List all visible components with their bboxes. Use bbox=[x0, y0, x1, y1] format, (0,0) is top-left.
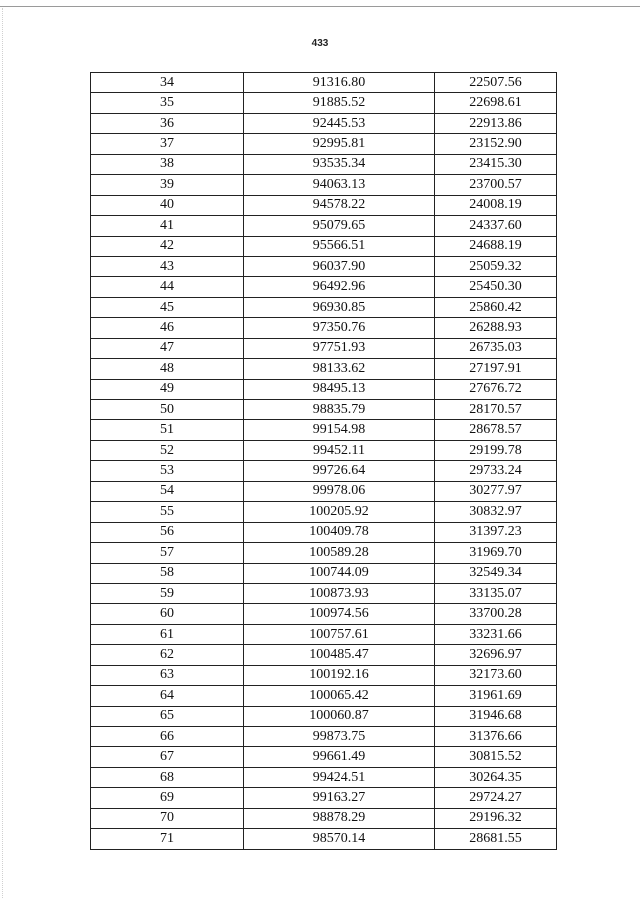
table-cell-value-b: 22507.56 bbox=[435, 73, 557, 93]
table-row bbox=[91, 420, 557, 440]
table-cell-index: 64 bbox=[91, 686, 244, 706]
table-cell-value-b: 31397.23 bbox=[435, 522, 557, 542]
table-cell-index: 65 bbox=[91, 706, 244, 726]
table-cell-index: 53 bbox=[91, 461, 244, 481]
table-cell-index: 59 bbox=[91, 583, 244, 603]
page-number: 433 bbox=[311, 38, 329, 49]
table-cell-value-a: 98835.79 bbox=[244, 400, 435, 420]
table-row bbox=[91, 604, 557, 624]
table-cell-index: 69 bbox=[91, 788, 244, 808]
table-cell-index: 54 bbox=[91, 481, 244, 501]
table-cell-value-a: 100485.47 bbox=[244, 645, 435, 665]
table-cell-value-b: 30815.52 bbox=[435, 747, 557, 767]
table-cell-value-b: 31946.68 bbox=[435, 706, 557, 726]
table-row bbox=[91, 73, 557, 93]
table-cell-value-b: 23700.57 bbox=[435, 175, 557, 195]
table-row bbox=[91, 379, 557, 399]
table-cell-index: 48 bbox=[91, 359, 244, 379]
table-row bbox=[91, 195, 557, 215]
table-row bbox=[91, 543, 557, 563]
table-cell-value-b: 28681.55 bbox=[435, 829, 557, 849]
table-cell-index: 58 bbox=[91, 563, 244, 583]
table-cell-value-a: 98878.29 bbox=[244, 808, 435, 828]
table-cell-index: 71 bbox=[91, 829, 244, 849]
table-row bbox=[91, 788, 557, 808]
table-cell-value-b: 32696.97 bbox=[435, 645, 557, 665]
table-cell-value-b: 29196.32 bbox=[435, 808, 557, 828]
table-cell-value-b: 25450.30 bbox=[435, 277, 557, 297]
table-row bbox=[91, 236, 557, 256]
table-cell-index: 60 bbox=[91, 604, 244, 624]
table-cell-value-b: 22698.61 bbox=[435, 93, 557, 113]
table-cell-index: 40 bbox=[91, 195, 244, 215]
table-cell-value-a: 94063.13 bbox=[244, 175, 435, 195]
table-cell-value-b: 33135.07 bbox=[435, 583, 557, 603]
table-cell-value-b: 26735.03 bbox=[435, 338, 557, 358]
table-row bbox=[91, 563, 557, 583]
table-cell-index: 55 bbox=[91, 502, 244, 522]
table-cell-index: 56 bbox=[91, 522, 244, 542]
table-row bbox=[91, 216, 557, 236]
table-row bbox=[91, 645, 557, 665]
table-cell-value-b: 29724.27 bbox=[435, 788, 557, 808]
table-row bbox=[91, 522, 557, 542]
table-cell-value-b: 24008.19 bbox=[435, 195, 557, 215]
table-row bbox=[91, 359, 557, 379]
table-cell-value-a: 98133.62 bbox=[244, 359, 435, 379]
table-cell-value-a: 100192.16 bbox=[244, 665, 435, 685]
table-cell-value-a: 97751.93 bbox=[244, 338, 435, 358]
table-cell-value-a: 99873.75 bbox=[244, 727, 435, 747]
table-cell-index: 37 bbox=[91, 134, 244, 154]
table-row bbox=[91, 400, 557, 420]
table-cell-index: 41 bbox=[91, 216, 244, 236]
table-cell-value-a: 99661.49 bbox=[244, 747, 435, 767]
table-cell-index: 68 bbox=[91, 767, 244, 787]
table-row bbox=[91, 440, 557, 460]
table-cell-value-a: 96037.90 bbox=[244, 256, 435, 276]
table-cell-value-a: 92995.81 bbox=[244, 134, 435, 154]
table-cell-value-b: 25860.42 bbox=[435, 297, 557, 317]
table-cell-value-b: 29199.78 bbox=[435, 440, 557, 460]
table-cell-value-b: 30832.97 bbox=[435, 502, 557, 522]
table-cell-value-a: 99726.64 bbox=[244, 461, 435, 481]
table-cell-value-b: 24688.19 bbox=[435, 236, 557, 256]
table-body bbox=[91, 73, 557, 850]
table-row bbox=[91, 624, 557, 644]
table-cell-value-a: 99163.27 bbox=[244, 788, 435, 808]
table-cell-value-a: 91885.52 bbox=[244, 93, 435, 113]
table-cell-index: 57 bbox=[91, 543, 244, 563]
table-row bbox=[91, 113, 557, 133]
table-row bbox=[91, 134, 557, 154]
table-cell-index: 61 bbox=[91, 624, 244, 644]
table-row bbox=[91, 338, 557, 358]
table-cell-value-a: 97350.76 bbox=[244, 318, 435, 338]
table-row bbox=[91, 727, 557, 747]
table-cell-value-a: 100873.93 bbox=[244, 583, 435, 603]
data-table bbox=[90, 72, 557, 850]
table-row bbox=[91, 502, 557, 522]
table-cell-index: 36 bbox=[91, 113, 244, 133]
table-row bbox=[91, 277, 557, 297]
table-cell-value-b: 33700.28 bbox=[435, 604, 557, 624]
table-row bbox=[91, 767, 557, 787]
table-cell-index: 34 bbox=[91, 73, 244, 93]
table-cell-value-a: 98495.13 bbox=[244, 379, 435, 399]
table-cell-value-a: 100060.87 bbox=[244, 706, 435, 726]
table-cell-value-a: 100974.56 bbox=[244, 604, 435, 624]
table-cell-value-b: 31969.70 bbox=[435, 543, 557, 563]
table-row bbox=[91, 747, 557, 767]
table-cell-value-b: 30277.97 bbox=[435, 481, 557, 501]
table-row bbox=[91, 297, 557, 317]
table-cell-value-b: 27197.91 bbox=[435, 359, 557, 379]
table-cell-value-a: 99424.51 bbox=[244, 767, 435, 787]
table-row bbox=[91, 665, 557, 685]
table-cell-index: 50 bbox=[91, 400, 244, 420]
table-cell-index: 39 bbox=[91, 175, 244, 195]
table-cell-value-b: 24337.60 bbox=[435, 216, 557, 236]
table-cell-value-a: 98570.14 bbox=[244, 829, 435, 849]
table-cell-value-b: 31961.69 bbox=[435, 686, 557, 706]
table-cell-value-a: 94578.22 bbox=[244, 195, 435, 215]
table-cell-index: 44 bbox=[91, 277, 244, 297]
table-cell-value-a: 96492.96 bbox=[244, 277, 435, 297]
table-row bbox=[91, 256, 557, 276]
table-cell-index: 70 bbox=[91, 808, 244, 828]
table-cell-value-b: 23152.90 bbox=[435, 134, 557, 154]
table-cell-index: 46 bbox=[91, 318, 244, 338]
table-cell-value-b: 31376.66 bbox=[435, 727, 557, 747]
table-cell-index: 66 bbox=[91, 727, 244, 747]
table-cell-index: 51 bbox=[91, 420, 244, 440]
table-cell-value-a: 100744.09 bbox=[244, 563, 435, 583]
table-cell-value-b: 28678.57 bbox=[435, 420, 557, 440]
table-cell-value-a: 95566.51 bbox=[244, 236, 435, 256]
table-row bbox=[91, 706, 557, 726]
table-cell-value-a: 91316.80 bbox=[244, 73, 435, 93]
table-cell-index: 63 bbox=[91, 665, 244, 685]
table-cell-index: 43 bbox=[91, 256, 244, 276]
table-cell-index: 35 bbox=[91, 93, 244, 113]
table-row bbox=[91, 829, 557, 849]
page-edge bbox=[2, 8, 3, 898]
table-cell-value-b: 32173.60 bbox=[435, 665, 557, 685]
table-cell-value-a: 100065.42 bbox=[244, 686, 435, 706]
table-cell-value-b: 29733.24 bbox=[435, 461, 557, 481]
table-cell-value-b: 32549.34 bbox=[435, 563, 557, 583]
table-cell-value-a: 99154.98 bbox=[244, 420, 435, 440]
table-cell-value-a: 95079.65 bbox=[244, 216, 435, 236]
table-cell-index: 38 bbox=[91, 154, 244, 174]
table-cell-value-b: 22913.86 bbox=[435, 113, 557, 133]
table-cell-index: 49 bbox=[91, 379, 244, 399]
table-cell-index: 42 bbox=[91, 236, 244, 256]
table-cell-value-a: 100589.28 bbox=[244, 543, 435, 563]
table-row bbox=[91, 686, 557, 706]
table-cell-index: 47 bbox=[91, 338, 244, 358]
table-cell-index: 52 bbox=[91, 440, 244, 460]
table-cell-value-b: 25059.32 bbox=[435, 256, 557, 276]
table-cell-value-b: 23415.30 bbox=[435, 154, 557, 174]
table-cell-value-a: 100205.92 bbox=[244, 502, 435, 522]
table-cell-value-b: 26288.93 bbox=[435, 318, 557, 338]
table-row bbox=[91, 318, 557, 338]
table-row bbox=[91, 175, 557, 195]
table-cell-value-a: 100757.61 bbox=[244, 624, 435, 644]
table-row bbox=[91, 93, 557, 113]
table-row bbox=[91, 808, 557, 828]
table-cell-value-b: 30264.35 bbox=[435, 767, 557, 787]
header-rule bbox=[0, 6, 640, 7]
table-cell-index: 67 bbox=[91, 747, 244, 767]
table-cell-value-b: 33231.66 bbox=[435, 624, 557, 644]
table-cell-value-a: 93535.34 bbox=[244, 154, 435, 174]
table-row bbox=[91, 583, 557, 603]
table-cell-index: 62 bbox=[91, 645, 244, 665]
table-cell-index: 45 bbox=[91, 297, 244, 317]
table-cell-value-b: 27676.72 bbox=[435, 379, 557, 399]
table-row bbox=[91, 481, 557, 501]
table-cell-value-b: 28170.57 bbox=[435, 400, 557, 420]
table-cell-value-a: 99978.06 bbox=[244, 481, 435, 501]
table-cell-value-a: 92445.53 bbox=[244, 113, 435, 133]
table-row bbox=[91, 154, 557, 174]
table-cell-value-a: 96930.85 bbox=[244, 297, 435, 317]
table-cell-value-a: 100409.78 bbox=[244, 522, 435, 542]
table-row bbox=[91, 461, 557, 481]
table-cell-value-a: 99452.11 bbox=[244, 440, 435, 460]
